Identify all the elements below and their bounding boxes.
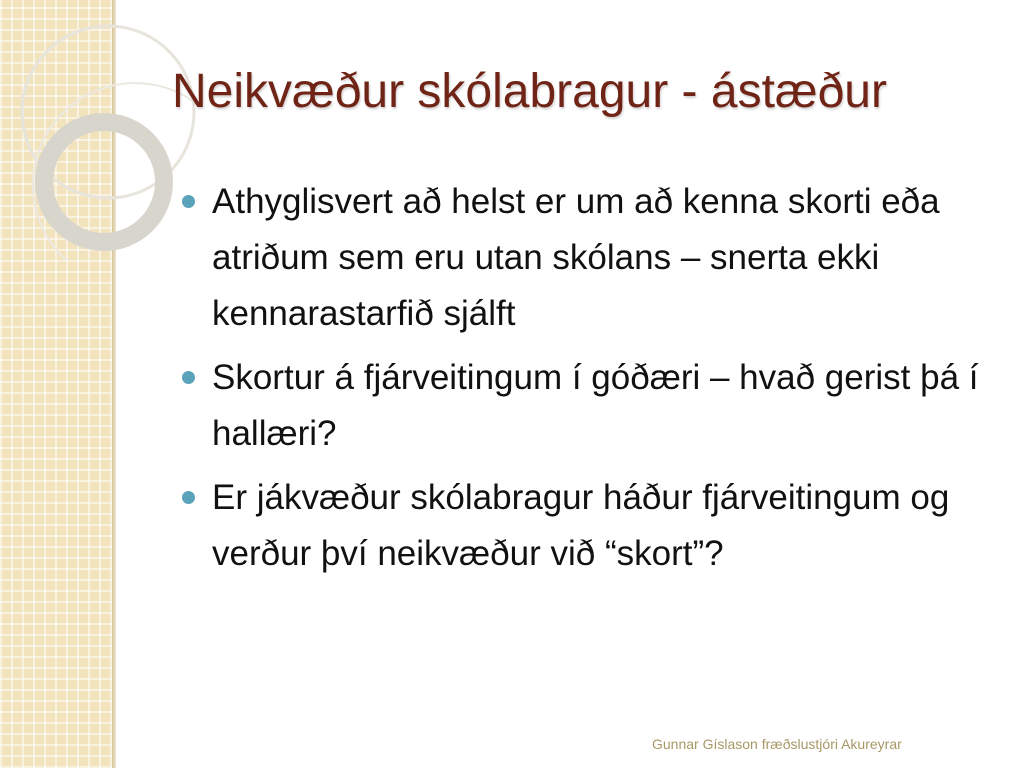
bullet-item: [180, 350, 990, 462]
bullet-item: [180, 470, 990, 582]
bullet-dot-icon: [182, 371, 195, 384]
bullet-text: Athyglisvert að helst er um að kenna skorti eða atriðum sem eru utan skólans – snerta ekki kennarastarfið sjálft: [212, 182, 940, 333]
bullet-dot-icon: [182, 491, 195, 504]
bullet-item: [180, 174, 990, 342]
bullet-text: Er jákvæður skólabragur háður fjárveitingum og verður því neikvæður við “skort”?: [212, 478, 950, 573]
bullet-list: [180, 174, 990, 590]
decorative-ring-thick: [44, 122, 164, 242]
decorative-circles: [0, 0, 200, 260]
slide-title: Neikvæður skólabragur - ástæður: [172, 65, 887, 118]
bullet-text: Skortur á fjárveitingum í góðæri – hvað gerist þá í hallæri?: [212, 358, 979, 453]
slide-footer: Gunnar Gíslason fræðslustjóri Akureyrar: [652, 736, 902, 752]
bullet-dot-icon: [182, 195, 195, 208]
